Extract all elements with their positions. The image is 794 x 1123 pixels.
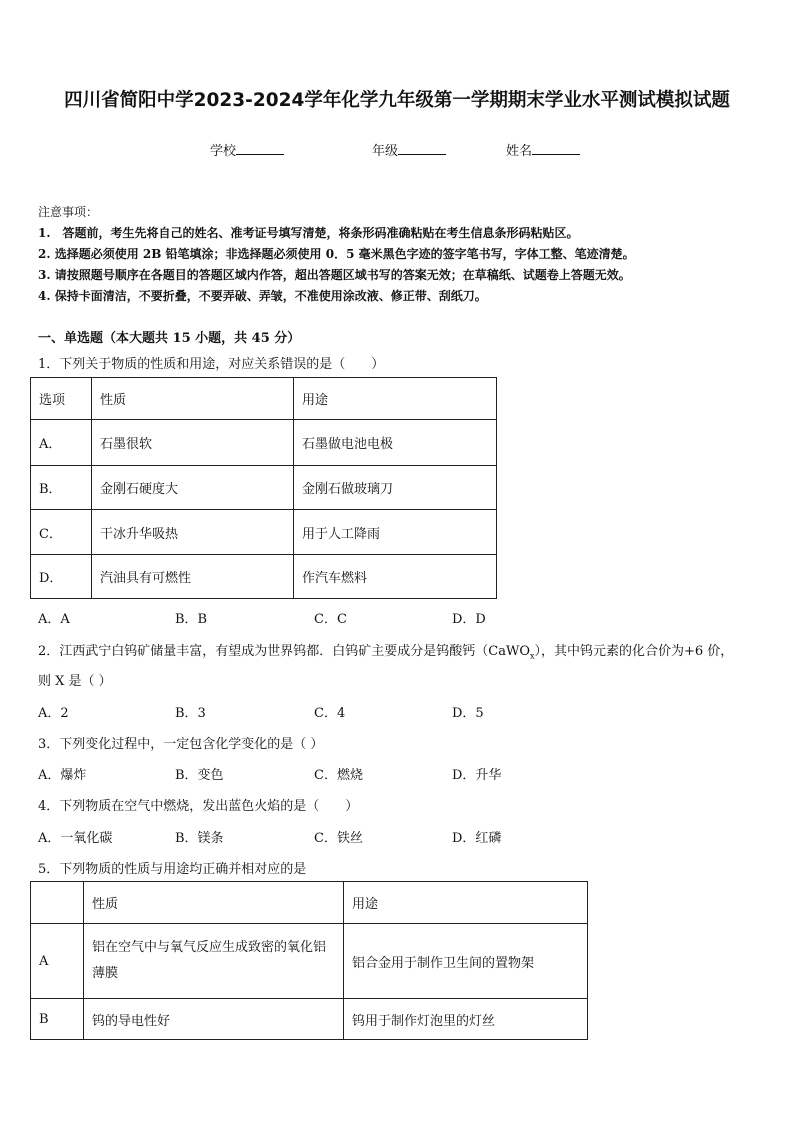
name-field (506, 140, 580, 159)
grade-field (372, 140, 446, 159)
table-header-cell: 用途 (294, 378, 497, 420)
table-row (31, 420, 497, 466)
table-row (31, 999, 588, 1040)
answer-option[interactable]: C．燃烧 (314, 768, 363, 783)
question-3-stem: 3．下列变化过程中，一定包含化学变化的是（ ） (38, 737, 324, 752)
question-1-table (30, 377, 497, 599)
grade-label: 年级 (372, 144, 399, 159)
note-item: 4. 保持卡面清洁，不要折叠，不要弄破、弄皱，不准使用涂改液、修正带、刮纸刀。 (38, 289, 487, 303)
answer-option[interactable]: A．A (38, 612, 70, 627)
answer-option[interactable]: C．4 (314, 706, 346, 721)
answer-option[interactable]: D．红磷 (452, 831, 502, 846)
answer-option[interactable]: A．一氧化碳 (38, 831, 113, 846)
table-cell: A． (31, 420, 92, 466)
table-row (31, 510, 497, 555)
section-heading: 一、单选题（本大题共 15 小题，共 45 分） (38, 331, 301, 346)
table-header-cell: 性质 (92, 378, 294, 420)
table-header-row (31, 378, 497, 420)
table-cell: 钨用于制作灯泡里的灯丝 (344, 999, 588, 1040)
answer-option[interactable]: C．C (314, 612, 347, 627)
answer-option[interactable]: B．B (175, 612, 208, 627)
answer-option[interactable]: D．D (452, 612, 486, 627)
table-row (31, 466, 497, 510)
table-cell: 干冰升华吸热 (92, 510, 294, 555)
answer-option[interactable]: A．2 (38, 706, 69, 721)
table-header-row (31, 882, 588, 924)
table-cell: 铝合金用于制作卫生间的置物架 (344, 924, 588, 999)
note-item: 1. 答题前，考生先将自己的姓名、准考证号填写清楚，将条形码准确粘贴在考生信息条形码粘贴区。 (38, 226, 579, 240)
answer-option[interactable]: B．镁条 (175, 831, 224, 846)
table-cell: 石墨很软 (92, 420, 294, 466)
question-2-stem-part-a: 2．江西武宁白钨矿储量丰富，有望成为世界钨都．白钨矿主要成分是钨酸钙（CaWO (38, 644, 530, 659)
note-item: 3. 请按照题号顺序在各题目的答题区域内作答，超出答题区域书写的答案无效；在草稿纸、试题卷上答题无效。 (38, 268, 631, 282)
table-header-cell: 选项 (31, 378, 92, 420)
table-cell: D． (31, 555, 92, 599)
question-4-stem: 4．下列物质在空气中燃烧，发出蓝色火焰的是（ ） (38, 799, 359, 814)
answer-option[interactable]: A．爆炸 (38, 768, 87, 783)
table-cell: 金刚石做玻璃刀 (294, 466, 497, 510)
table-cell: C． (31, 510, 92, 555)
school-field (210, 140, 284, 159)
school-blank[interactable] (236, 142, 284, 155)
question-5-stem: 5．下列物质的性质与用途均正确并相对应的是 (38, 862, 307, 877)
table-cell: 用于人工降雨 (294, 510, 497, 555)
table-cell: 金刚石硬度大 (92, 466, 294, 510)
table-cell: 钨的导电性好 (84, 999, 344, 1040)
question-5-table (30, 881, 588, 1040)
table-cell: 铝在空气中与氧气反应生成致密的氧化铝薄膜 (84, 924, 344, 999)
question-1-stem: 1．下列关于物质的性质和用途，对应关系错误的是（ ） (38, 357, 385, 372)
table-cell: B． (31, 466, 92, 510)
answer-option[interactable]: B．3 (175, 706, 206, 721)
table-cell: 汽油具有可燃性 (92, 555, 294, 599)
question-2-stem-line2: 则 X 是（ ） (38, 674, 112, 689)
answer-option[interactable]: D．升华 (452, 768, 502, 783)
question-2-stem-part-b: ），其中钨元素的化合价为+6 价， (534, 644, 734, 659)
name-label: 姓名 (506, 144, 533, 159)
answer-option[interactable]: C．铁丝 (314, 831, 363, 846)
table-header-cell (31, 882, 84, 924)
table-cell: B (31, 999, 84, 1040)
answer-option[interactable]: D．5 (452, 706, 484, 721)
grade-blank[interactable] (398, 142, 446, 155)
question-2-subscript: x (530, 651, 535, 661)
table-header-cell: 用途 (344, 882, 588, 924)
table-cell: 石墨做电池电极 (294, 420, 497, 466)
table-row (31, 924, 588, 999)
name-blank[interactable] (532, 142, 580, 155)
answer-option[interactable]: B．变色 (175, 768, 224, 783)
table-cell: 作汽车燃料 (294, 555, 497, 599)
question-2-stem (38, 640, 733, 661)
table-row (31, 555, 497, 599)
school-label: 学校 (210, 144, 237, 159)
exam-title: 四川省简阳中学2023-2024学年化学九年级第一学期期末学业水平测试模拟试题 (64, 90, 730, 111)
table-header-cell: 性质 (84, 882, 344, 924)
table-cell: A (31, 924, 84, 999)
notes-heading: 注意事项： (38, 205, 99, 219)
notes-block (38, 202, 635, 307)
note-item: 2. 选择题必须使用 2B 铅笔填涂；非选择题必须使用 0．5 毫米黑色字迹的签字笔书写，字体工整、笔迹清楚。 (38, 247, 635, 261)
